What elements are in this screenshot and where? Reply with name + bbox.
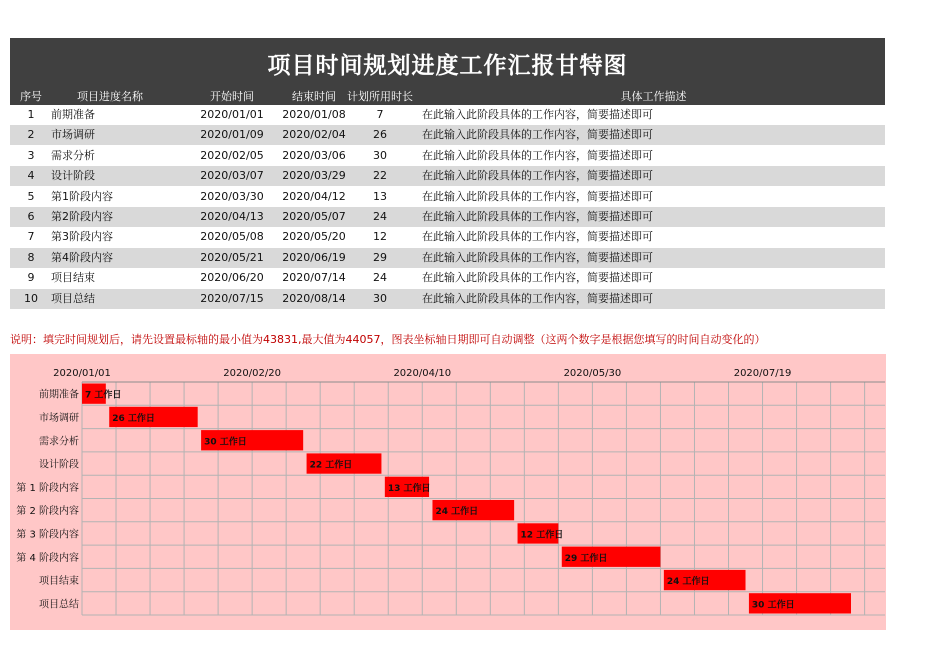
cell-end: 2020/06/19	[282, 250, 346, 264]
cell-duration: 26	[373, 128, 387, 142]
cell-start: 2020/03/30	[200, 189, 264, 203]
cell-end: 2020/08/14	[282, 291, 346, 305]
table-row	[10, 125, 885, 145]
cell-name: 项目结束	[51, 271, 95, 285]
header-index: 序号	[20, 90, 42, 103]
x-tick-label: 2020/04/10	[393, 368, 452, 379]
cell-desc: 在此输入此阶段具体的工作内容，简要描述即可	[422, 271, 653, 285]
cell-desc: 在此输入此阶段具体的工作内容，简要描述即可	[422, 210, 653, 223]
y-category-label: 需求分析	[39, 436, 79, 448]
cell-index: 1	[27, 108, 35, 121]
cell-name: 市场调研	[51, 128, 95, 142]
cell-end: 2020/02/04	[282, 128, 346, 142]
cell-desc: 在此输入此阶段具体的工作内容，简要描述即可	[422, 189, 653, 203]
cell-start: 2020/01/01	[200, 108, 264, 121]
cell-duration: 24	[373, 210, 387, 223]
cell-start: 2020/05/08	[200, 230, 264, 244]
header-start: 开始时间	[210, 90, 254, 103]
bar-data-label: 12 工作日	[520, 530, 564, 541]
x-tick-label: 2020/01/01	[53, 368, 111, 379]
gantt-chart	[10, 354, 886, 630]
cell-name: 设计阶段	[51, 169, 95, 183]
cell-name: 第1阶段内容	[51, 189, 113, 203]
cell-name: 第3阶段内容	[51, 230, 113, 244]
bar-data-label: 24 工作日	[666, 577, 710, 588]
y-category-label: 项目总结	[39, 599, 79, 611]
page-title: 项目时间规划进度工作汇报甘特图	[10, 38, 885, 88]
cell-desc: 在此输入此阶段具体的工作内容，简要描述即可	[422, 148, 653, 162]
cell-end: 2020/04/12	[282, 189, 346, 203]
y-category-label: 设计阶段	[39, 459, 79, 471]
x-tick-label: 2020/02/20	[223, 368, 281, 379]
table-row	[10, 289, 885, 309]
cell-name: 第2阶段内容	[51, 210, 113, 223]
table-row	[10, 207, 885, 227]
cell-end: 2020/03/29	[282, 169, 346, 183]
cell-start: 2020/02/05	[200, 148, 264, 162]
cell-duration: 30	[373, 291, 387, 305]
y-category-label: 第 4 阶段内容	[16, 552, 79, 564]
cell-end: 2020/05/20	[282, 230, 346, 244]
cell-start: 2020/01/09	[200, 128, 264, 142]
table-row	[10, 268, 885, 288]
header-name: 项目进度名称	[77, 90, 143, 103]
cell-name: 需求分析	[51, 148, 95, 162]
cell-desc: 在此输入此阶段具体的工作内容，简要描述即可	[422, 128, 653, 142]
y-category-label: 前期准备	[39, 389, 79, 401]
bar-data-label: 26 工作日	[112, 413, 155, 424]
cell-desc: 在此输入此阶段具体的工作内容，简要描述即可	[422, 230, 653, 244]
cell-duration: 30	[373, 148, 387, 162]
cell-start: 2020/07/15	[200, 291, 264, 305]
cell-end: 2020/07/14	[282, 271, 346, 285]
cell-end: 2020/05/07	[282, 210, 346, 223]
cell-end: 2020/03/06	[282, 148, 346, 162]
table-row	[10, 146, 885, 166]
cell-start: 2020/05/21	[200, 250, 264, 264]
cell-name: 第4阶段内容	[51, 250, 113, 264]
gantt-svg	[10, 354, 886, 630]
cell-start: 2020/04/13	[200, 210, 264, 223]
cell-index: 8	[27, 250, 35, 264]
x-tick-label: 2020/05/30	[563, 368, 622, 379]
bar-data-label: 30 工作日	[751, 600, 795, 611]
cell-end: 2020/01/08	[282, 108, 346, 121]
table-row	[10, 105, 885, 125]
y-category-label: 项目结束	[39, 576, 79, 588]
cell-desc: 在此输入此阶段具体的工作内容，简要描述即可	[422, 291, 653, 305]
y-category-label: 第 2 阶段内容	[16, 506, 79, 518]
cell-index: 9	[27, 271, 35, 285]
header-desc: 具体工作描述	[620, 90, 687, 103]
cell-index: 6	[27, 210, 35, 223]
y-category-label: 市场调研	[39, 412, 79, 424]
table-row	[10, 187, 885, 207]
bar-data-label: 7 工作日	[85, 390, 122, 401]
instruction-note: 说明：填完时间规划后，请先设置最标轴的最小值为43831,最大值为44057，图表坐标轴日期即可自动调整（这两个数字是根据您填写的时间自动变化的）	[10, 333, 766, 346]
cell-duration: 29	[373, 250, 387, 264]
cell-desc: 在此输入此阶段具体的工作内容，简要描述即可	[422, 250, 653, 264]
cell-name: 前期准备	[51, 108, 95, 121]
cell-duration: 13	[373, 189, 387, 203]
cell-index: 10	[24, 291, 38, 305]
x-tick-label: 2020/07/19	[733, 368, 792, 379]
cell-duration: 22	[373, 169, 387, 183]
bar-data-label: 13 工作日	[387, 483, 431, 494]
cell-index: 2	[27, 128, 35, 142]
cell-start: 2020/03/07	[200, 169, 264, 183]
y-category-label: 第 1 阶段内容	[16, 482, 79, 494]
cell-desc: 在此输入此阶段具体的工作内容，简要描述即可	[422, 108, 653, 121]
bar-data-label: 29 工作日	[564, 553, 608, 564]
cell-duration: 24	[373, 271, 387, 285]
cell-desc: 在此输入此阶段具体的工作内容，简要描述即可	[422, 169, 653, 183]
cell-start: 2020/06/20	[200, 271, 264, 285]
y-category-label: 第 3 阶段内容	[16, 529, 79, 541]
header-end: 结束时间	[292, 90, 336, 103]
header-duration: 计划所用时长	[347, 90, 413, 103]
cell-duration: 7	[376, 108, 384, 121]
cell-duration: 12	[373, 230, 387, 244]
table-header	[10, 88, 885, 105]
cell-index: 7	[27, 230, 35, 244]
table-row	[10, 227, 885, 247]
bar-data-label: 22 工作日	[309, 460, 353, 471]
cell-index: 4	[27, 169, 35, 183]
cell-name: 项目总结	[51, 291, 95, 305]
cell-index: 3	[27, 148, 35, 162]
table-row	[10, 166, 885, 186]
table-row	[10, 248, 885, 268]
bar-data-label: 30 工作日	[204, 437, 247, 448]
bar-data-label: 24 工作日	[435, 507, 479, 518]
cell-index: 5	[27, 189, 35, 203]
